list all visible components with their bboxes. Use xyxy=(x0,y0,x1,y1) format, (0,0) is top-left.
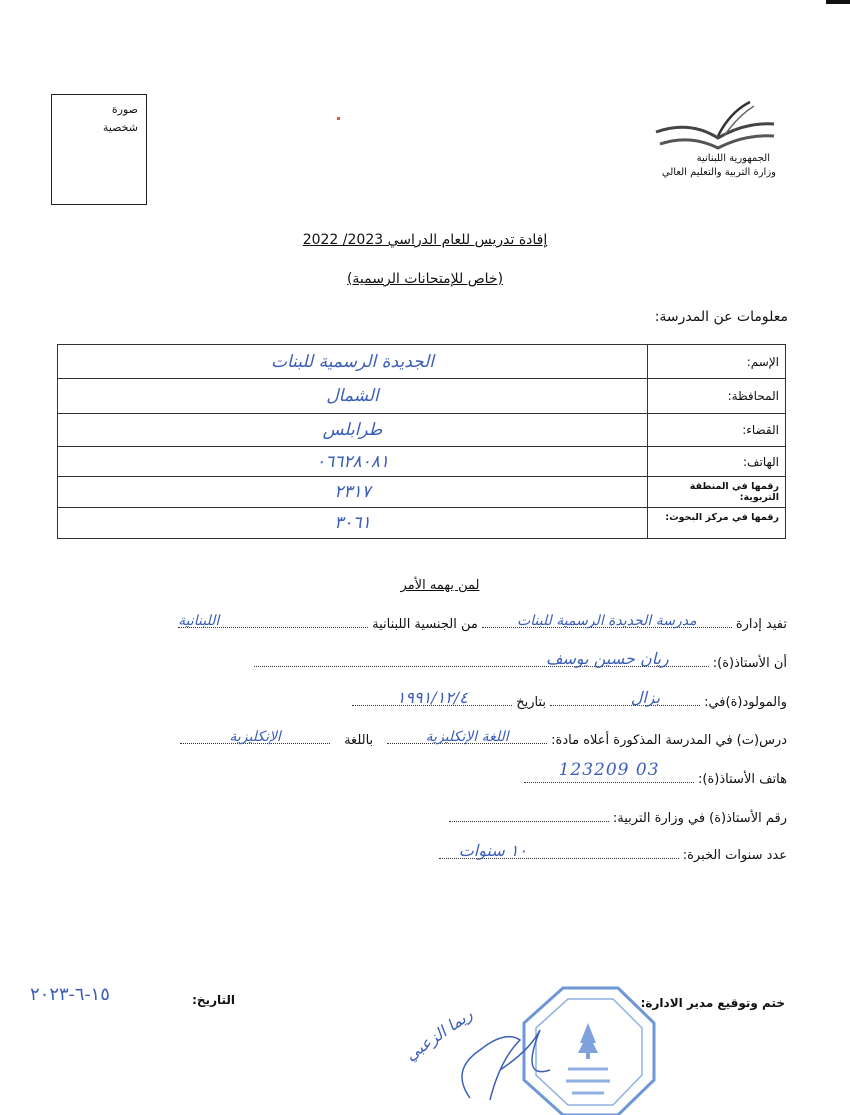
school-value: مدرسة الجديدة الرسمية للبنات xyxy=(517,613,697,629)
label: هاتف الأستاذ(ة): xyxy=(698,772,787,787)
experience-field xyxy=(439,841,679,860)
label: تفيد إدارة xyxy=(735,617,787,632)
table-row xyxy=(58,477,786,508)
teacher-name-value: ريان حسين يوسف xyxy=(545,649,669,668)
subject-value: اللغة الإنكليزية xyxy=(425,729,509,745)
table-row xyxy=(58,508,786,539)
teacher-name-field xyxy=(254,649,709,668)
ministry-number-field xyxy=(449,811,609,822)
label: من الجنسية اللبنانية xyxy=(372,617,478,632)
nationality-value: اللبنانية xyxy=(178,613,220,629)
row-label: الهاتف: xyxy=(648,447,786,477)
director-signature xyxy=(410,1010,570,1100)
signature-label: ختم وتوقيع مدير الادارة: xyxy=(640,996,785,1010)
row-label: القضاء: xyxy=(648,414,786,447)
language-value: الإنكليزية xyxy=(229,729,281,745)
label: بتاريخ xyxy=(516,695,547,710)
document-title: إفادة تدريس للعام الدراسي 2023/ 2022 xyxy=(302,232,548,248)
subject-field xyxy=(387,729,547,745)
row-value: الشمال xyxy=(58,379,648,414)
scan-edge-mark xyxy=(826,0,850,4)
language-field xyxy=(180,729,330,745)
document-subtitle: (خاص للإمتحانات الرسمية) xyxy=(346,271,504,287)
republic-text: الجمهورية اللبنانية xyxy=(696,153,770,164)
table-row xyxy=(58,447,786,477)
row-label: رقمها في مركز البحوث: xyxy=(648,508,786,539)
row-label: الإسم: xyxy=(648,345,786,379)
birthplace-field xyxy=(550,688,700,707)
row-label: رقمها في المنطقة التربوية: xyxy=(648,477,786,508)
ministry-text: وزارة التربية والتعليم العالي xyxy=(661,167,776,178)
label: درس(ت) في المدرسة المذكورة أعلاه مادة: xyxy=(551,733,787,748)
photo-box xyxy=(51,94,147,205)
photo-label: شخصية xyxy=(102,121,138,134)
row-label: المحافظة: xyxy=(648,379,786,414)
school-info-heading: معلومات عن المدرسة: xyxy=(654,309,788,325)
school-field xyxy=(482,613,732,629)
table-row xyxy=(58,345,786,379)
birthplace-value: بزال xyxy=(630,688,661,707)
line-teacher xyxy=(250,649,787,671)
line-ministry-number xyxy=(445,811,787,826)
nationality-field xyxy=(178,613,368,629)
table-row xyxy=(58,379,786,414)
teacher-phone-field xyxy=(524,760,694,783)
ministry-book-logo xyxy=(650,100,780,152)
label: والمولود(ة)في: xyxy=(704,695,787,710)
label: باللغة xyxy=(344,733,374,748)
row-value: ٣٠٦١ xyxy=(58,508,648,539)
label: أن الأستاذ(ة): xyxy=(712,656,787,671)
signature-name: ريما الزعبي xyxy=(401,1004,476,1065)
date-value: ١٥-٦-٢٠٢٣ xyxy=(30,984,110,1005)
line-experience xyxy=(435,841,787,863)
birthdate-value: ١٩٩١/١٢/٤ xyxy=(396,688,468,707)
speck xyxy=(337,117,340,120)
teacher-phone-value: 03 123209 xyxy=(558,760,660,780)
label: رقم الأستاذ(ة) في وزارة التربية: xyxy=(612,811,787,826)
line-school xyxy=(174,613,787,632)
photo-label: صورة xyxy=(111,103,138,116)
label: عدد سنوات الخبرة: xyxy=(682,848,787,863)
experience-value: ١٠ سنوات xyxy=(458,841,527,860)
line-birth xyxy=(348,688,787,710)
line-subject xyxy=(176,729,787,748)
row-value: الجديدة الرسمية للبنات xyxy=(58,345,648,379)
to-whom-heading: لمن يهمه الأمر xyxy=(400,578,480,593)
row-value: طرابلس xyxy=(58,414,648,447)
row-value: ٠٦٦٢٨٠٨١ xyxy=(58,447,648,477)
date-label: التاريخ: xyxy=(192,993,235,1007)
school-info-table xyxy=(57,344,786,539)
birthdate-field xyxy=(352,688,512,707)
row-value: ٢٣١٧ xyxy=(58,477,648,508)
line-phone xyxy=(520,760,787,787)
table-row xyxy=(58,414,786,447)
